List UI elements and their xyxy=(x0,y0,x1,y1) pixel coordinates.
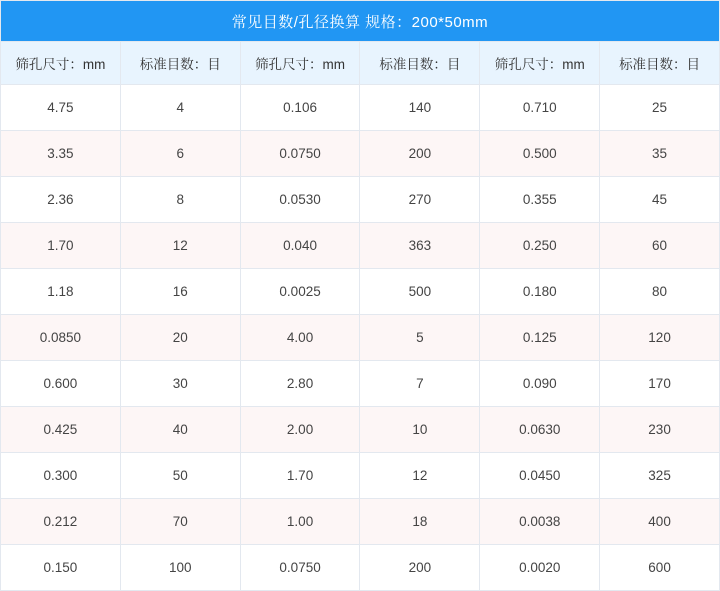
cell-sieve-size-2: 0.0750 xyxy=(240,545,360,591)
column-header-sieve-size-1: 筛孔尺寸：mm xyxy=(1,42,121,85)
cell-sieve-size-1: 0.150 xyxy=(1,545,121,591)
cell-mesh-1: 30 xyxy=(120,361,240,407)
cell-mesh-3: 230 xyxy=(600,407,720,453)
cell-mesh-2: 12 xyxy=(360,453,480,499)
cell-sieve-size-3: 0.355 xyxy=(480,177,600,223)
cell-sieve-size-1: 0.300 xyxy=(1,453,121,499)
cell-mesh-3: 60 xyxy=(600,223,720,269)
page-title: 常见目数/孔径换算 规格：200*50mm xyxy=(1,1,720,42)
table-row xyxy=(1,269,720,315)
table-row xyxy=(1,361,720,407)
cell-sieve-size-2: 0.106 xyxy=(240,85,360,131)
cell-sieve-size-3: 0.250 xyxy=(480,223,600,269)
cell-mesh-3: 25 xyxy=(600,85,720,131)
cell-mesh-2: 18 xyxy=(360,499,480,545)
cell-mesh-1: 40 xyxy=(120,407,240,453)
cell-mesh-1: 70 xyxy=(120,499,240,545)
cell-sieve-size-1: 1.70 xyxy=(1,223,121,269)
cell-sieve-size-3: 0.180 xyxy=(480,269,600,315)
cell-mesh-1: 6 xyxy=(120,131,240,177)
column-header-sieve-size-3: 筛孔尺寸：mm xyxy=(480,42,600,85)
cell-mesh-1: 16 xyxy=(120,269,240,315)
cell-mesh-2: 363 xyxy=(360,223,480,269)
column-header-mesh-2: 标准目数：目 xyxy=(360,42,480,85)
table-row xyxy=(1,85,720,131)
cell-sieve-size-3: 0.0450 xyxy=(480,453,600,499)
cell-sieve-size-1: 0.0850 xyxy=(1,315,121,361)
column-header-sieve-size-2: 筛孔尺寸：mm xyxy=(240,42,360,85)
cell-sieve-size-3: 0.090 xyxy=(480,361,600,407)
cell-sieve-size-3: 0.0630 xyxy=(480,407,600,453)
cell-mesh-1: 8 xyxy=(120,177,240,223)
cell-sieve-size-1: 3.35 xyxy=(1,131,121,177)
table-header-row xyxy=(1,42,720,85)
table-row xyxy=(1,131,720,177)
table-row xyxy=(1,545,720,591)
cell-mesh-3: 80 xyxy=(600,269,720,315)
column-header-mesh-1: 标准目数：目 xyxy=(120,42,240,85)
table-row xyxy=(1,499,720,545)
table-row xyxy=(1,315,720,361)
cell-mesh-2: 140 xyxy=(360,85,480,131)
cell-sieve-size-2: 2.00 xyxy=(240,407,360,453)
cell-sieve-size-2: 2.80 xyxy=(240,361,360,407)
table-row xyxy=(1,223,720,269)
cell-sieve-size-2: 1.00 xyxy=(240,499,360,545)
cell-sieve-size-2: 0.040 xyxy=(240,223,360,269)
cell-mesh-3: 400 xyxy=(600,499,720,545)
cell-mesh-1: 100 xyxy=(120,545,240,591)
cell-sieve-size-1: 4.75 xyxy=(1,85,121,131)
cell-sieve-size-2: 0.0750 xyxy=(240,131,360,177)
table-row xyxy=(1,407,720,453)
cell-mesh-3: 170 xyxy=(600,361,720,407)
cell-mesh-3: 45 xyxy=(600,177,720,223)
cell-mesh-2: 200 xyxy=(360,545,480,591)
cell-mesh-2: 200 xyxy=(360,131,480,177)
cell-sieve-size-1: 1.18 xyxy=(1,269,121,315)
cell-sieve-size-2: 1.70 xyxy=(240,453,360,499)
cell-sieve-size-2: 4.00 xyxy=(240,315,360,361)
cell-mesh-2: 5 xyxy=(360,315,480,361)
cell-mesh-3: 325 xyxy=(600,453,720,499)
cell-sieve-size-1: 0.425 xyxy=(1,407,121,453)
cell-mesh-2: 270 xyxy=(360,177,480,223)
cell-mesh-3: 120 xyxy=(600,315,720,361)
cell-sieve-size-2: 0.0025 xyxy=(240,269,360,315)
cell-mesh-3: 35 xyxy=(600,131,720,177)
cell-mesh-1: 50 xyxy=(120,453,240,499)
table-title-row xyxy=(1,1,720,42)
cell-sieve-size-3: 0.0038 xyxy=(480,499,600,545)
cell-mesh-2: 500 xyxy=(360,269,480,315)
cell-sieve-size-3: 0.710 xyxy=(480,85,600,131)
cell-sieve-size-1: 0.212 xyxy=(1,499,121,545)
cell-sieve-size-3: 0.500 xyxy=(480,131,600,177)
table-row xyxy=(1,453,720,499)
cell-mesh-2: 7 xyxy=(360,361,480,407)
column-header-mesh-3: 标准目数：目 xyxy=(600,42,720,85)
table-row xyxy=(1,177,720,223)
cell-mesh-1: 12 xyxy=(120,223,240,269)
cell-mesh-1: 20 xyxy=(120,315,240,361)
cell-sieve-size-3: 0.125 xyxy=(480,315,600,361)
cell-mesh-1: 4 xyxy=(120,85,240,131)
cell-sieve-size-2: 0.0530 xyxy=(240,177,360,223)
cell-mesh-2: 10 xyxy=(360,407,480,453)
cell-sieve-size-3: 0.0020 xyxy=(480,545,600,591)
cell-sieve-size-1: 2.36 xyxy=(1,177,121,223)
cell-mesh-3: 600 xyxy=(600,545,720,591)
cell-sieve-size-1: 0.600 xyxy=(1,361,121,407)
